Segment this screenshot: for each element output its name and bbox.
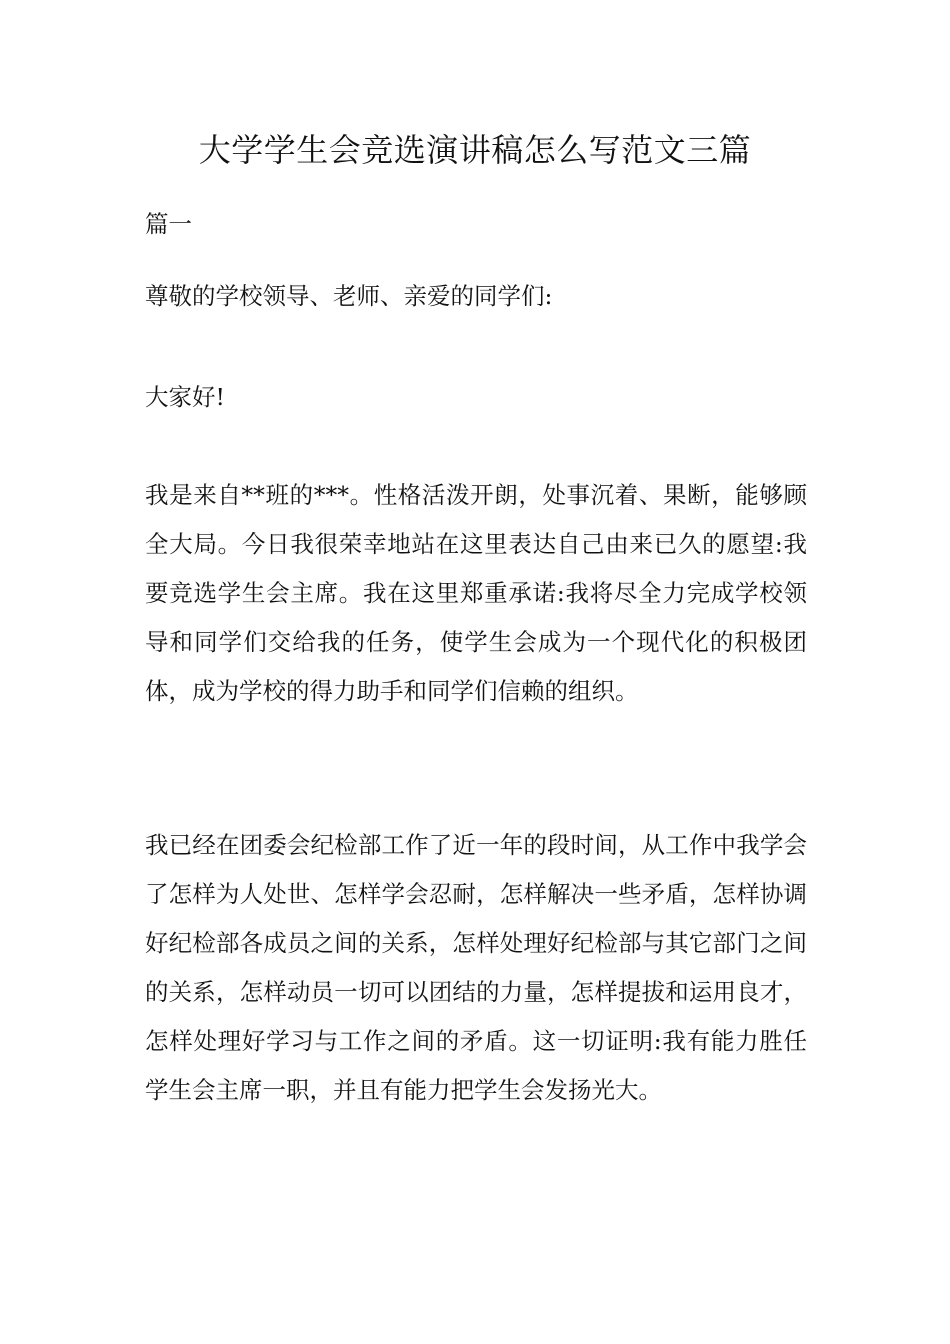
salutation: 尊敬的学校领导、老师、亲爱的同学们: bbox=[145, 282, 553, 310]
greeting: 大家好! bbox=[145, 383, 225, 411]
paragraph: 我已经在团委会纪检部工作了近一年的段时间，从工作中我学会了怎样为人处世、怎样学会忍耐，怎样解决一些矛盾，怎样协调好纪检部各成员之间的关系，怎样处理好纪检部与其它部门之间的关系，怎样动员一切可以团结的力量，怎样提拔和运用良才，怎样处理好学习与工作之间的矛盾。这一切证明:我有能力胜任学生会主席一职，并且有能力把学生会发扬光大。 bbox=[145, 831, 807, 1104]
section-label: 篇一 bbox=[145, 210, 192, 238]
paragraph: 我是来自**班的***。性格活泼开朗，处事沉着、果断，能够顾全大局。今日我很荣幸地站在这里表达自己由来已久的愿望:我要竞选学生会主席。我在这里郑重承诺:我将尽全力完成学校领导和同学们交给我的任务，使学生会成为一个现代化的积极团体，成为学校的得力助手和同学们信赖的组织。 bbox=[145, 481, 807, 705]
document-title: 大学学生会竞选演讲稿怎么写范文三篇 bbox=[198, 131, 752, 169]
